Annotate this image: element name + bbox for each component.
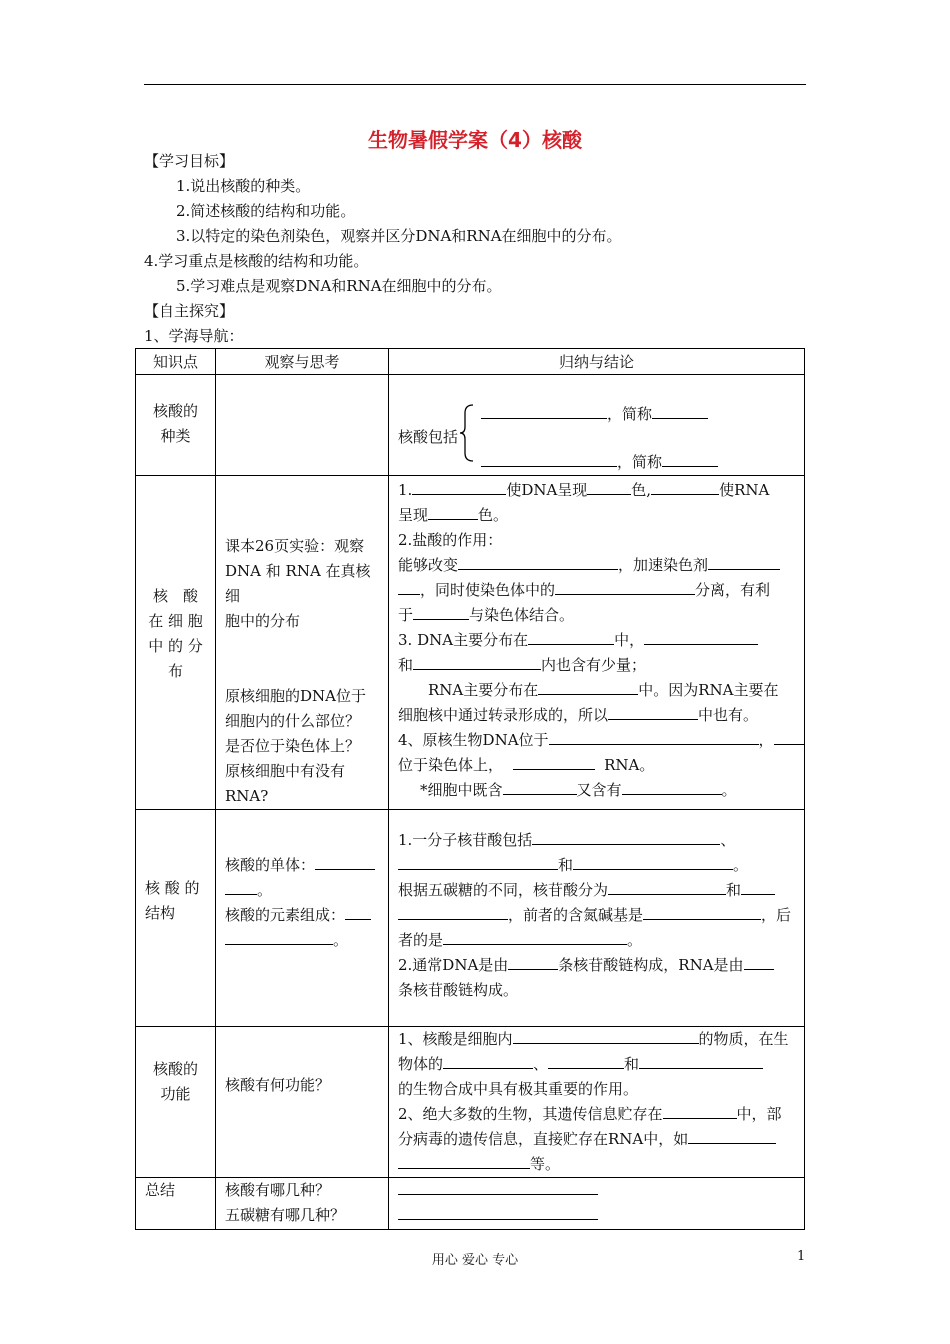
topic-text: 核 酸 的 (145, 879, 200, 897)
observe-text: 。 (225, 928, 382, 953)
table-row (136, 810, 805, 1027)
observe-text: 核酸的单体： (225, 853, 382, 878)
objective-item: 2.简述核酸的结构和功能。 (176, 202, 356, 220)
observe-text: RNA? (225, 787, 269, 805)
header-conclusion: 归纳与结论 (389, 349, 805, 375)
conclusion-line: 1. 使DNA呈现 色, 使RNA (398, 478, 798, 503)
objectives-heading: 【学习目标】 (144, 152, 235, 170)
topic-text: 核酸的 (152, 402, 198, 420)
conclusion-line: 的生物合成中具有极其重要的作用。 (398, 1080, 639, 1098)
header-observe: 观察与思考 (216, 349, 389, 375)
objective-item: 1.说出核酸的种类。 (176, 177, 311, 195)
topic-text: 总结 (145, 1181, 176, 1199)
observe-text: 原核细胞中有没有 (225, 762, 346, 780)
table-row (136, 1027, 805, 1178)
observe-cell (216, 1027, 389, 1178)
conclusion-line: 1.一分子核苷酸包括 、 (398, 828, 798, 853)
conclusion-line: 呈现 色。 (398, 503, 798, 528)
header-rule (144, 84, 806, 85)
observe-text: DNA 和 RNA 在真核细 (225, 562, 371, 605)
conclusion-line: 等。 (398, 1152, 798, 1177)
topic-text: 布 (167, 662, 183, 680)
conclusion-line: *细胞中既含 又含有 。 (398, 778, 798, 803)
topic-cell (136, 1027, 216, 1178)
topic-cell (136, 810, 216, 1027)
types-lead: 核酸包括 (398, 428, 459, 446)
types-line-1: ，简称 (481, 402, 708, 425)
conclusion-line: 者的是 。 (398, 928, 798, 953)
page-title: 生物暑假学案（4）核酸 (368, 128, 582, 152)
observe-text: 原核细胞的DNA位于 (225, 687, 366, 705)
conclusion-line: 和 内也含有少量； (398, 653, 798, 678)
answer-blank (398, 1178, 798, 1203)
page-number: 1 (797, 1249, 806, 1264)
table-row (136, 1178, 805, 1230)
conclusion-line: 2、绝大多数的生物，其遗传信息贮存在 中，部 (398, 1102, 798, 1127)
table-header-row (136, 349, 805, 375)
conclusion-line: 2.盐酸的作用： (398, 531, 503, 549)
topic-text: 中 的 分 (148, 637, 203, 655)
conclusion-line: 于 与染色体结合。 (398, 603, 798, 628)
conclusion-line: 分病毒的遗传信息，直接贮存在RNA中，如 (398, 1127, 798, 1152)
observe-text: 细胞内的什么部位？ (225, 712, 361, 730)
observe-cell (216, 375, 389, 476)
observe-text: 课本26页实验：观察 (225, 537, 365, 555)
conclusion-line: 2.通常DNA是由 条核苷酸链构成，RNA是由 (398, 953, 798, 978)
observe-cell (216, 810, 389, 1027)
observe-text: 。 (225, 878, 382, 903)
table-row (136, 476, 805, 810)
explore-heading: 【自主探究】 (144, 302, 235, 320)
objective-item: 4.学习重点是核酸的结构和功能。 (144, 252, 369, 270)
study-table (135, 348, 805, 1230)
observe-text: 核酸有哪几种？ (225, 1181, 331, 1199)
footer-text: 用心 爱心 专心 (431, 1253, 519, 1268)
conclusion-line: RNA主要分布在 中。因为RNA主要在 (398, 678, 798, 703)
conclusion-line: ，前者的含氮碱基是 ，后 (398, 903, 798, 928)
objective-item: 3.以特定的染色剂染色，观察并区分DNA和RNA在细胞中的分布。 (176, 227, 622, 245)
conclusion-line: 4、原核生物DNA位于 ， (398, 728, 798, 753)
observe-text: 核酸有何功能？ (225, 1076, 331, 1094)
observe-cell (216, 1178, 389, 1230)
observe-text: 是否位于染色体上？ (225, 737, 361, 755)
observe-cell (216, 476, 389, 810)
conclusion-cell (389, 1027, 805, 1178)
topic-cell (136, 1178, 216, 1230)
conclusion-line: 细胞核中通过转录形成的，所以 中也有。 (398, 703, 798, 728)
conclusion-cell (389, 1178, 805, 1230)
topic-cell (136, 476, 216, 810)
conclusion-line: 条核苷酸链构成。 (398, 981, 519, 999)
observe-text: 五碳糖有哪几种？ (225, 1206, 346, 1224)
conclusion-line: 根据五碳糖的不同，核苷酸分为 和 (398, 878, 798, 903)
table-row (136, 375, 805, 476)
objective-item: 5.学习难点是观察DNA和RNA在细胞中的分布。 (176, 277, 502, 295)
topic-text: 核 酸 (152, 587, 198, 605)
conclusion-cell (389, 476, 805, 810)
topic-text: 核酸的 (152, 1060, 198, 1078)
topic-cell (136, 375, 216, 476)
nav-heading: 1、学海导航： (144, 327, 244, 345)
conclusion-cell (389, 375, 805, 476)
types-line-2: ，简称 (481, 450, 718, 473)
conclusion-line: 位于染色体上， RNA。 (398, 753, 798, 778)
conclusion-cell (389, 810, 805, 1027)
header-topic: 知识点 (136, 349, 216, 375)
conclusion-line: ，同时使染色体中的 分离，有利 (398, 578, 798, 603)
brace-icon (459, 403, 475, 463)
conclusion-line: 物体的 、 和 (398, 1052, 798, 1077)
conclusion-line: 3. DNA主要分布在 中， (398, 628, 798, 653)
topic-text: 功能 (160, 1085, 191, 1103)
topic-text: 种类 (160, 427, 191, 445)
conclusion-line: 1、核酸是细胞内 的物质，在生 (398, 1027, 798, 1052)
topic-text: 在 细 胞 (148, 612, 203, 630)
observe-text: 核酸的元素组成： (225, 903, 382, 928)
conclusion-line: 能够改变 ，加速染色剂 (398, 553, 798, 578)
topic-text: 结构 (145, 904, 176, 922)
observe-text: 胞中的分布 (225, 612, 301, 630)
answer-blank (398, 1203, 798, 1228)
conclusion-line: 和 。 (398, 853, 798, 878)
